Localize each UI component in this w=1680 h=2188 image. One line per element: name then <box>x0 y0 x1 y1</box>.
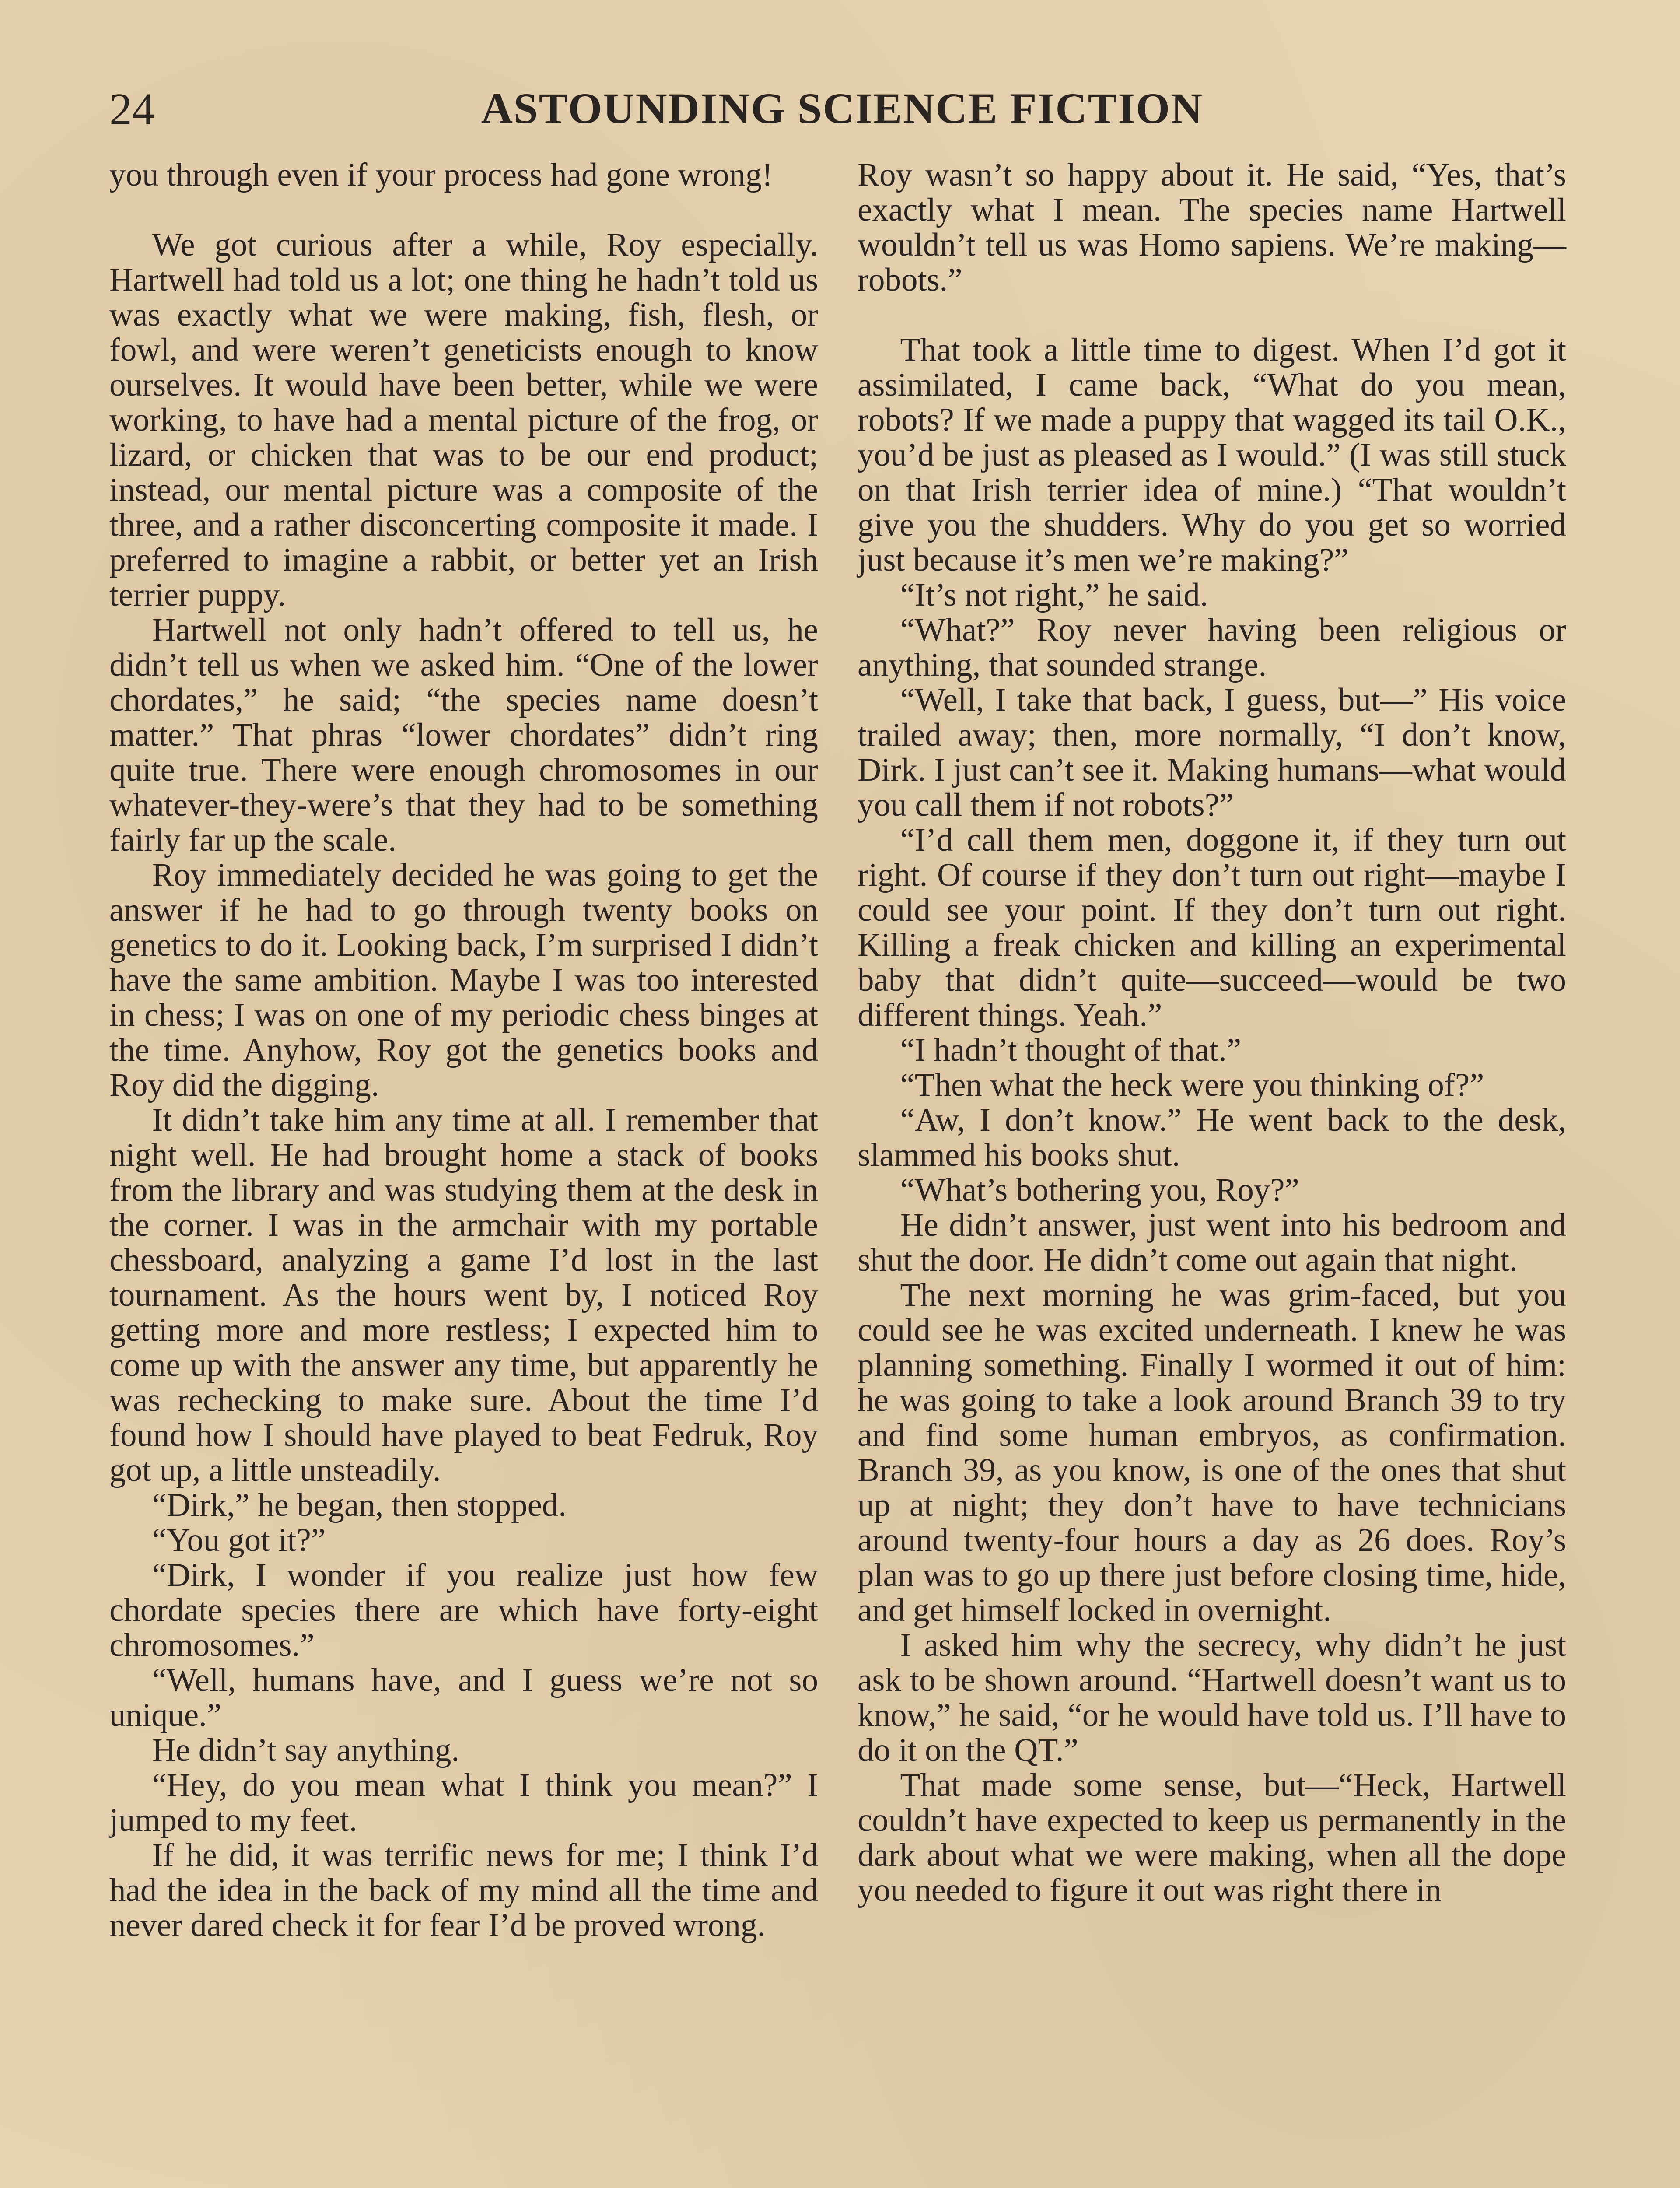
paragraph: “What?” Roy never having been religious or anything, that sounded strange. <box>858 612 1566 683</box>
paragraph: If he did, it was terrific news for me; I think I’d had the idea in the back of my mind all the time and never dared check it for fear I’d be proved wrong. <box>109 1837 818 1943</box>
paragraph: “I’d call them men, doggone it, if they turn out right. Of course if they don’t turn out right—maybe I could see your point. If they don’t turn out right. Killing a freak chicken and killing an experimental baby that didn’t quite—succeed—would be two different things. Yeah.” <box>858 822 1566 1033</box>
paragraph: “Dirk,” he began, then stopped. <box>152 1487 567 1523</box>
paragraph: “It’s not right,” he said. <box>900 577 1208 613</box>
text-column-right <box>858 158 1566 1908</box>
paragraph: The next morning he was grim-faced, but you could see he was excited underneath. I knew he was planning something. Finally I wormed it out of him: he was going to take a look around Branch 39 to try and find some human embryos, as confirmation. Branch 39, as you know, is one of the ones that shut up at night; they don’t have to have technicians around twenty-four hours a day as 26 does. Roy’s plan was to go up there just before closing time, hide, and get himself locked in overnight. <box>858 1277 1566 1628</box>
page-number: 24 <box>109 84 155 134</box>
paragraph: That made some sense, but—“Heck, Hartwell couldn’t have expected to keep us permanently in the dark about what we were making, when all the dope you needed to figure it out was right there in <box>858 1767 1566 1908</box>
paragraph: Hartwell not only hadn’t offered to tell us, he didn’t tell us when we asked him. “One of the lower chordates,” he said; “the species name doesn’t matter.” That phras “lower chordates” didn’t ring quite true. There were enough chromosomes in our whatever-they-were’s that they had to be something fairly far up the scale. <box>109 612 818 858</box>
paragraph: “Then what the heck were you thinking of?” <box>900 1067 1484 1103</box>
paragraph: “Hey, do you mean what I think you mean?” I jumped to my feet. <box>109 1767 818 1838</box>
text-column-left <box>109 158 818 1943</box>
paragraph: you through even if your process had gone wrong! <box>109 157 773 193</box>
running-head: ASTOUNDING SCIENCE FICTION <box>481 84 1204 133</box>
paragraph: “I hadn’t thought of that.” <box>900 1032 1242 1068</box>
paragraph: That took a little time to digest. When I’d got it assimilated, I came back, “What do you mean, robots? If we made a puppy that wagged its tail O.K., you’d be just as pleased as I would.” (I was still stuck on that Irish terrier idea of mine.) “That wouldn’t give you the shudders. Why do you get so worried just because it’s men we’re making?” <box>858 332 1566 578</box>
paragraph: He didn’t say anything. <box>152 1732 460 1768</box>
paragraph: “Dirk, I wonder if you realize just how few chordate species there are which have forty-eight chromosomes.” <box>109 1557 818 1663</box>
paragraph: “Aw, I don’t know.” He went back to the desk, slammed his books shut. <box>858 1102 1566 1173</box>
paragraph: I asked him why the secrecy, why didn’t he just ask to be shown around. “Hartwell doesn’t want us to know,” he said, “or he would have told us. I’ll have to do it on the QT.” <box>858 1627 1566 1768</box>
paragraph: “Well, I take that back, I guess, but—” His voice trailed away; then, more normally, “I don’t know, Dirk. I just can’t see it. Making humans—what would you call them if not robots?” <box>858 682 1566 823</box>
paragraph: Roy wasn’t so happy about it. He said, “Yes, that’s exactly what I mean. The species name Hartwell wouldn’t tell us was Homo sapiens. We’re making—robots.” <box>858 157 1566 298</box>
paragraph: Roy immediately decided he was going to get the answer if he had to go through twenty books on genetics to do it. Looking back, I’m surprised I didn’t have the same ambition. Maybe I was too interested in chess; I was on one of my periodic chess binges at the time. Anyhow, Roy got the genetics books and Roy did the digging. <box>109 857 818 1103</box>
page-header <box>109 83 1575 144</box>
paragraph: It didn’t take him any time at all. I remember that night well. He had brought home a stack of books from the library and was studying them at the desk in the corner. I was in the armchair with my portable chessboard, analyzing a game I’d lost in the last tournament. As the hours went by, I noticed Roy getting more and more restless; I expected him to come up with the answer any time, but apparently he was rechecking to make sure. About the time I’d found how I should have played to beat Fedruk, Roy got up, a little unsteadily. <box>109 1102 818 1488</box>
paragraph: We got curious after a while, Roy especially. Hartwell had told us a lot; one thing he hadn’t told us was exactly what we were making, fish, flesh, or fowl, and were weren’t geneticists enough to know ourselves. It would have been better, while we were working, to have had a mental picture of the frog, or lizard, or chicken that was to be our end product; instead, our mental picture was a composite of the three, and a rather disconcerting composite it made. I preferred to imagine a rabbit, or better yet an Irish terrier puppy. <box>109 227 818 613</box>
paragraph: “You got it?” <box>152 1522 326 1558</box>
paragraph: “What’s bothering you, Roy?” <box>900 1172 1299 1208</box>
paragraph: He didn’t answer, just went into his bedroom and shut the door. He didn’t come out again that night. <box>858 1207 1566 1278</box>
paragraph: “Well, humans have, and I guess we’re not so unique.” <box>109 1662 818 1733</box>
